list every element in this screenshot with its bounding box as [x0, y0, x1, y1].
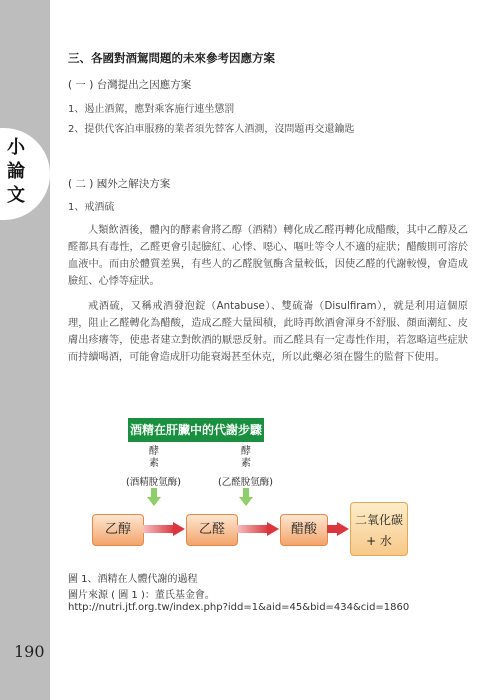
step-acetic-acid: 醋酸: [280, 514, 328, 546]
list-item: 1、戒酒硫: [68, 202, 115, 213]
metabolism-diagram: [92, 418, 408, 560]
figure-caption: 圖 1、酒精在人體代謝的過程: [68, 574, 198, 585]
enzyme-name-1: (酒精脫氫酶): [126, 477, 181, 488]
step-acetaldehyde: 乙醛: [186, 514, 238, 546]
enzyme-name-2: (乙醛脫氫酶): [218, 477, 273, 488]
enzyme-label: 酵素: [241, 446, 251, 469]
right-arrow-icon: [143, 522, 185, 536]
page-number: 190: [14, 642, 45, 661]
diagram-title: 酒精在肝臟中的代謝步驟: [128, 418, 264, 442]
subsection-foreign: ( 二 ) 國外之解決方案: [68, 178, 171, 190]
right-arrow-icon: [237, 522, 279, 536]
down-arrow-icon: [239, 488, 253, 506]
list-item: 2、提供代客泊車服務的業者須先替客人酒測，沒問題再交還鑰匙: [68, 124, 355, 135]
subsection-taiwan: ( 一 ) 台灣提出之因應方案: [68, 79, 192, 91]
enzyme-label: 酵素: [149, 446, 159, 469]
paragraph: 人類飲酒後，體內的酵素會將乙醇（酒精）轉化成乙醛再轉化成醋酸，其中乙醇及乙醛都具有毒性，乙醛更會引起臉紅、心悸、噁心、嘔吐等令人不適的症狀；醋酸則可溶於血液中。而由於體質差異，有些人的乙醛脫氫酶含量較低，因使乙醛的代謝較慢，會造成臉紅、心悸等症狀。: [68, 225, 468, 287]
step-final-products: 二氧化碳 + 水: [350, 502, 408, 556]
section-heading: 三、各國對酒駕問題的未來參考因應方案: [68, 51, 275, 65]
paragraph: 戒酒硫，又稱戒酒發泡錠（Antabuse）、雙硫崙（Disulfiram），就是利用這個原理，阻止乙醛轉化為醋酸，造成乙醛大量囤積，此時再飲酒會渾身不舒服、顏面潮紅、皮膚出疹癢等，使患者建立對飲酒的厭惡反射。而乙醛具有一定毒性作用，若忽略這些症狀而持續喝酒，可能會造成肝功能衰竭甚至休克，所以此藥必須在醫生的監督下使用。: [68, 301, 468, 363]
section-tab: [0, 128, 50, 220]
section-tab-label: 小 論 文: [7, 137, 25, 206]
side-bar: [0, 0, 50, 700]
list-item: 1、遏止酒駕，應對乘客施行連坐懲罰: [68, 104, 235, 115]
down-arrow-icon: [147, 488, 161, 506]
step-ethanol: 乙醇: [92, 514, 144, 546]
right-arrow-icon: [327, 522, 349, 536]
figure-source: 圖片來源 ( 圖 1 )：董氏基金會。: [68, 590, 215, 601]
figure-source-url: http://nutri.jtf.org.tw/index.php?idd=1&aid=45&bid=434&cid=1860: [68, 602, 410, 613]
